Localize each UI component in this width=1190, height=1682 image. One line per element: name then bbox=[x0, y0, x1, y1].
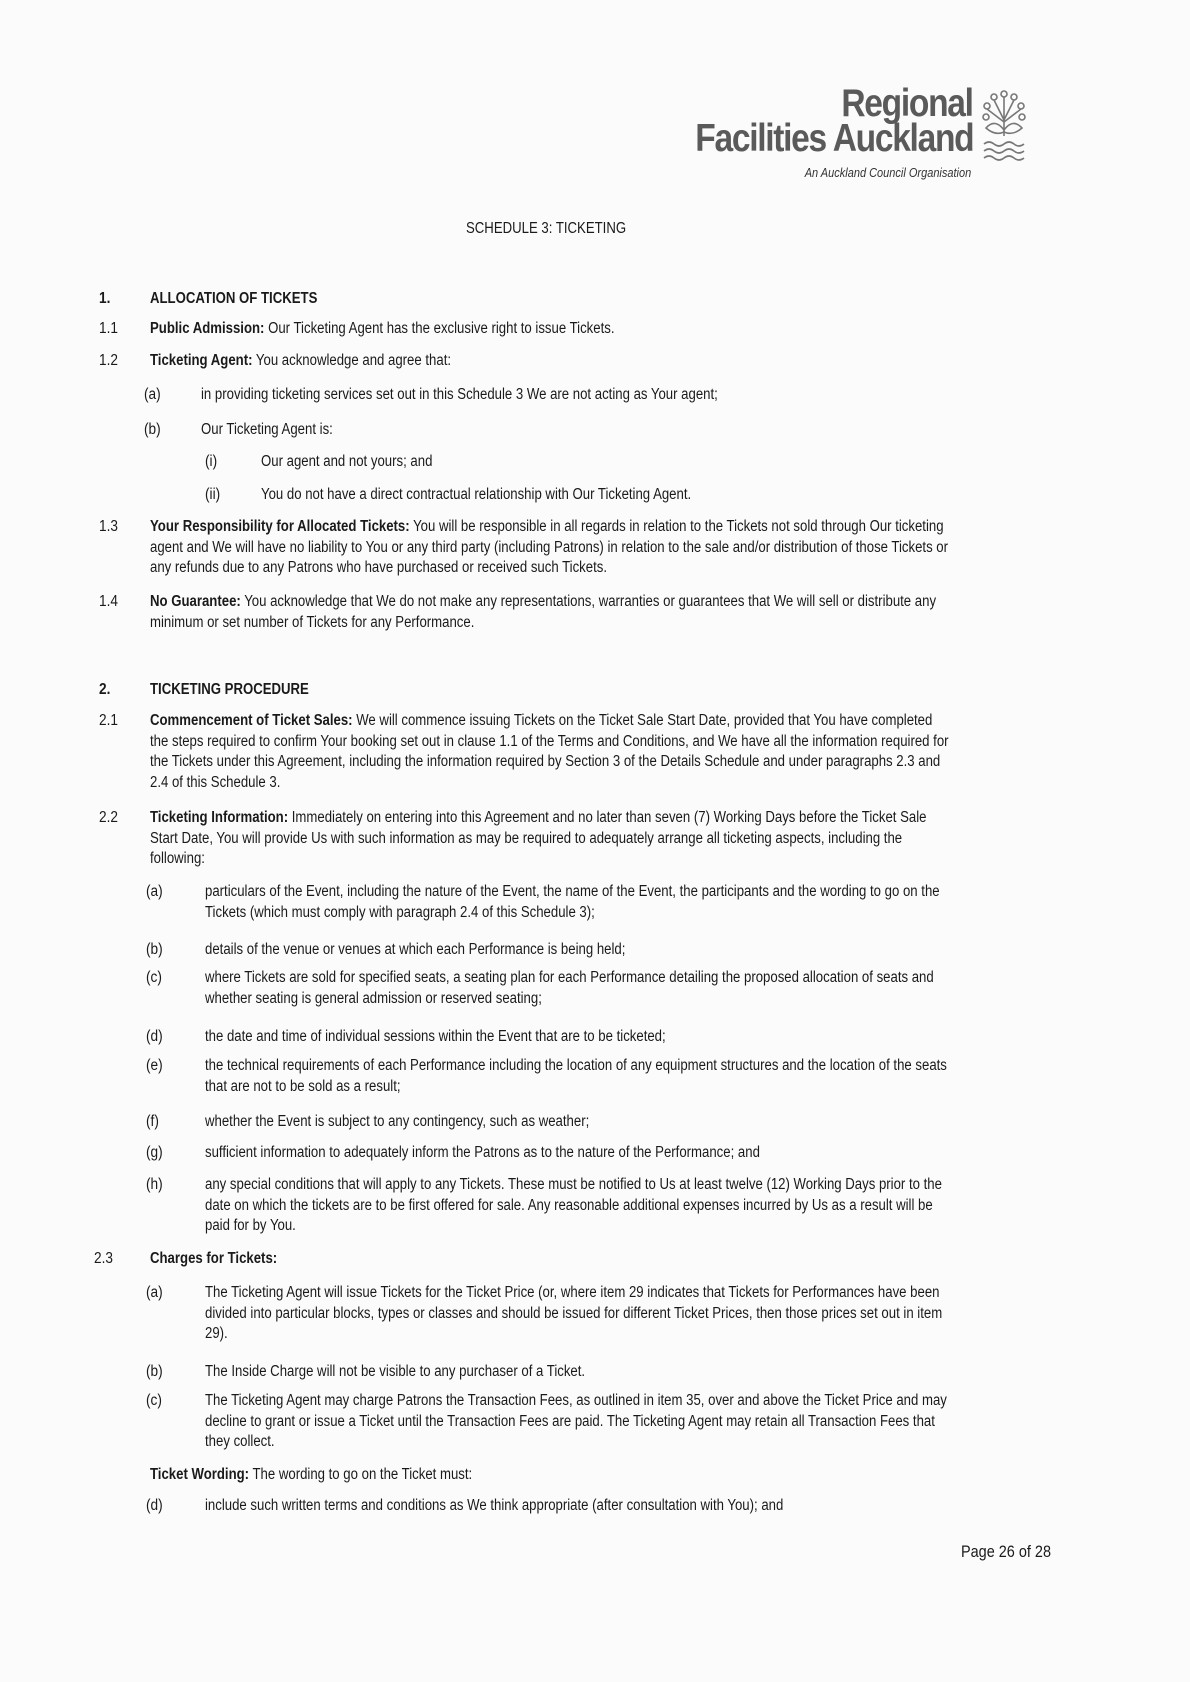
item-label: (b) bbox=[144, 421, 161, 438]
item-label: (a) bbox=[146, 1284, 163, 1301]
item-text: any special conditions that will apply to any Tickets. These must be notified to Us at least twelve (12) Working Days prior to the date on which the tickets are to be first offered for sale. Any reasonable additional expenses incurred by Us as a result will be paid for by You. bbox=[205, 1176, 942, 1234]
logo-subtitle: An Auckland Council Organisation bbox=[804, 166, 971, 180]
section-heading: ALLOCATION OF TICKETS bbox=[150, 290, 318, 307]
item-label: (f) bbox=[146, 1113, 159, 1130]
item-text: The Ticketing Agent will issue Tickets for the Ticket Price (or, where item 29 indicates that Tickets for Performances have been divided into particular blocks, types or classes and should be issued for different Ticket Prices, then those prices set out in item 29). bbox=[205, 1284, 943, 1342]
clause-1-4: No Guarantee: You acknowledge that We do not make any representations, warranties or guarantees that We will sell or distribute any minimum or set number of Tickets for any Performance. bbox=[150, 593, 937, 631]
clause-number: 1.2 bbox=[99, 352, 118, 369]
clause-number: 2.2 bbox=[99, 809, 118, 826]
item-text: include such written terms and conditions as We think appropriate (after consultation with You); and bbox=[205, 1497, 784, 1514]
item-label: (a) bbox=[146, 883, 163, 900]
item-text: The Ticketing Agent may charge Patrons the Transaction Fees, as outlined in item 35, over and above the Ticket Price and may decline to grant or issue a Ticket until the Transaction Fees are paid. The Ticketing Agent may retain all Transaction Fees that they collect. bbox=[205, 1392, 947, 1450]
clause-number: 1.3 bbox=[99, 518, 118, 535]
item-label: (ii) bbox=[205, 486, 221, 503]
item-label: (d) bbox=[146, 1497, 163, 1514]
clause-lead: Public Admission: bbox=[150, 320, 265, 337]
logo-line-1: Regional bbox=[841, 82, 973, 125]
item-text: in providing ticketing services set out in this Schedule 3 We are not acting as Your agent; bbox=[201, 386, 718, 403]
item-text: where Tickets are sold for specified seats, a seating plan for each Performance detailing the proposed allocation of seats and whether seating is general admission or reserved seating; bbox=[205, 969, 934, 1007]
pohutukawa-emblem-icon bbox=[982, 88, 1026, 162]
schedule-title: SCHEDULE 3: TICKETING bbox=[466, 220, 627, 237]
section-number: 2. bbox=[99, 681, 111, 698]
clause-2-2: Ticketing Information: Immediately on entering into this Agreement and no later than seven (7) Working Days before the Ticket Sale Start Date, You will provide Us with such information as may be required to adequately arrange all ticketing aspects, including the following: bbox=[150, 809, 927, 867]
item-label: (c) bbox=[146, 969, 162, 986]
clause-number: 2.3 bbox=[94, 1250, 113, 1267]
clause-1-2: Ticketing Agent: You acknowledge and agree that: bbox=[150, 352, 452, 369]
item-text: Our agent and not yours; and bbox=[261, 453, 433, 470]
item-text: The Inside Charge will not be visible to any purchaser of a Ticket. bbox=[205, 1363, 586, 1380]
item-label: (d) bbox=[146, 1028, 163, 1045]
section-heading: TICKETING PROCEDURE bbox=[150, 681, 309, 698]
page-number: Page 26 of 28 bbox=[961, 1542, 1051, 1561]
item-text: particulars of the Event, including the nature of the Event, the name of the Event, the participants and the wording to go on the Tickets (which must comply with paragraph 2.4 of this Schedule 3); bbox=[205, 883, 940, 921]
clause-number: 1.4 bbox=[99, 593, 118, 610]
clause-number: 1.1 bbox=[99, 320, 118, 337]
clause-heading: Charges for Tickets: bbox=[150, 1250, 278, 1267]
clause-number: 2.1 bbox=[99, 712, 118, 729]
item-label: (c) bbox=[146, 1392, 162, 1409]
item-text: Our Ticketing Agent is: bbox=[201, 421, 333, 438]
item-label: (g) bbox=[146, 1144, 163, 1161]
item-text: You do not have a direct contractual relationship with Our Ticketing Agent. bbox=[261, 486, 692, 503]
item-label: (e) bbox=[146, 1057, 163, 1074]
item-text: the date and time of individual sessions within the Event that are to be ticketed; bbox=[205, 1028, 666, 1045]
item-label: (b) bbox=[146, 1363, 163, 1380]
clause-1-3: Your Responsibility for Allocated Tickets: You will be responsible in all regards in relation to the Tickets not sold through Our ticketing agent and We will have no liability to You or any third party (including Patrons) in relation to the sale and/or distribution of those Tickets or any refunds due to any Patrons who have purchased or received such Tickets. bbox=[150, 518, 949, 576]
item-label: (h) bbox=[146, 1176, 163, 1193]
item-text: the technical requirements of each Performance including the location of any equipment structures and the location of the seats that are not to be sold as a result; bbox=[205, 1057, 947, 1095]
clause-1-1: Public Admission: Our Ticketing Agent has the exclusive right to issue Tickets. bbox=[150, 320, 615, 337]
item-label: (a) bbox=[144, 386, 161, 403]
item-text: details of the venue or venues at which each Performance is being held; bbox=[205, 941, 626, 958]
logo-line-2: Facilities Auckland bbox=[694, 117, 973, 160]
item-label: (b) bbox=[146, 941, 163, 958]
item-text: sufficient information to adequately inform the Patrons as to the nature of the Performance; and bbox=[205, 1144, 760, 1161]
ticket-wording-heading: Ticket Wording: The wording to go on the Ticket must: bbox=[150, 1466, 473, 1483]
section-number: 1. bbox=[99, 290, 111, 307]
item-label: (i) bbox=[205, 453, 218, 470]
item-text: whether the Event is subject to any contingency, such as weather; bbox=[205, 1113, 590, 1130]
clause-2-1: Commencement of Ticket Sales: We will commence issuing Tickets on the Ticket Sale Start Date, provided that You have completed the steps required to confirm Your booking set out in clause 1.1 of the Terms and Conditions, and We have all the information required for the Tickets under this Agreement, including the information required by Section 3 of the Details Schedule and under paragraphs 2.3 and 2.4 of this Schedule 3. bbox=[150, 712, 949, 791]
